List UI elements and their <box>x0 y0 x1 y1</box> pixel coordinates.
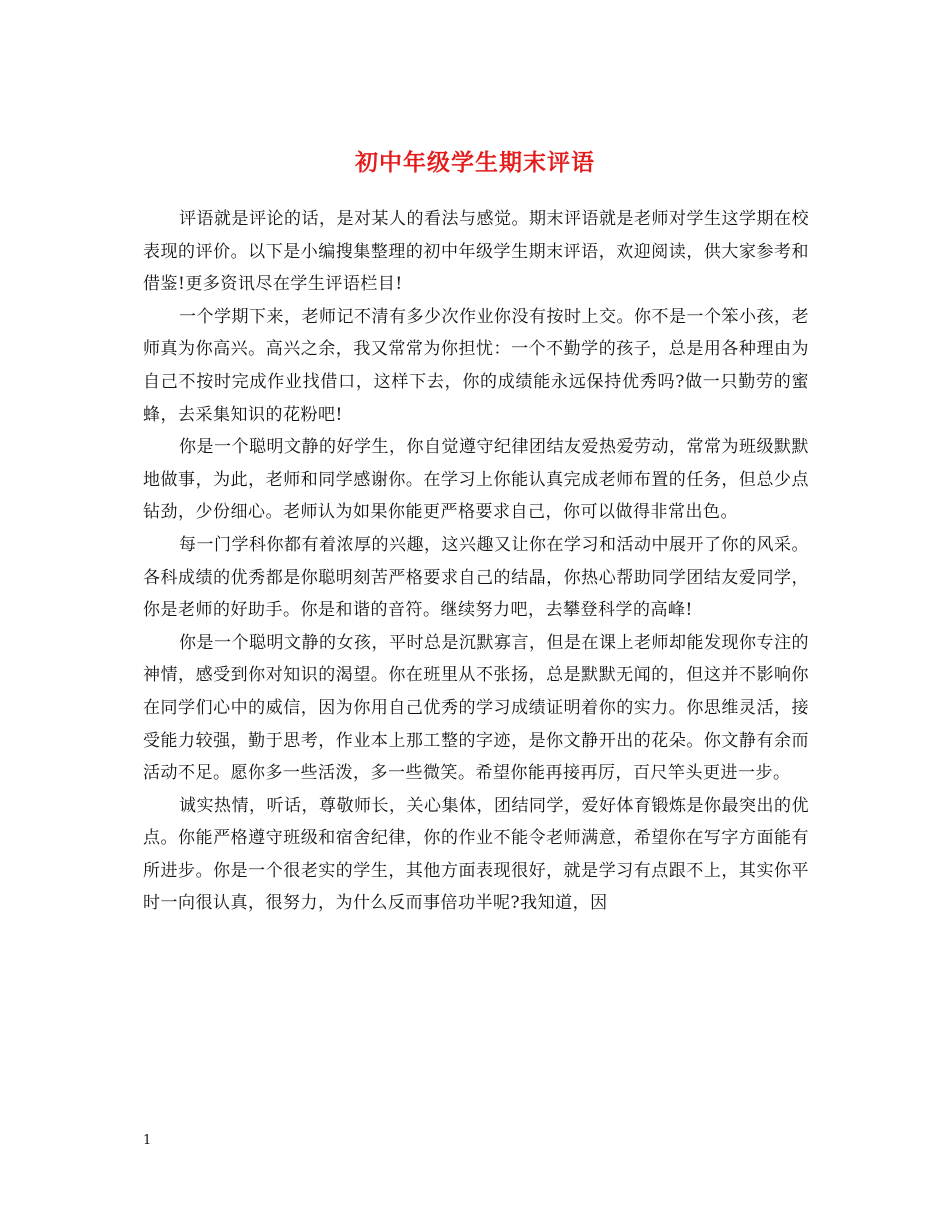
paragraph-comment-5: 诚实热情，听话，尊敬师长，关心集体，团结同学，爱好体育锻炼是你最突出的优点。你能严格遵守班级和宿舍纪律，你的作业不能令老师满意，希望你在写字方面能有所进步。你是一个很老实的学生，其他方面表现很好，就是学习有点跟不上，其实你平时一向很认真，很努力，为什么反而事倍功半呢?我知道，因 <box>143 795 809 914</box>
paragraph-comment-2: 你是一个聪明文静的好学生，你自觉遵守纪律团结友爱热爱劳动，常常为班级默默地做事，为此，老师和同学感谢你。在学习上你能认真完成老师布置的任务，但总少点钻劲，少份细心。老师认为如果你能更严格要求自己，你可以做得非常出色。 <box>143 437 809 523</box>
page-number: 1 <box>143 1133 152 1148</box>
paragraph-comment-3: 每一门学科你都有着浓厚的兴趣，这兴趣又让你在学习和活动中展开了你的风采。各科成绩的优秀都是你聪明刻苦严格要求自己的结晶，你热心帮助同学团结友爱同学，你是老师的好助手。你是和谐的音符。继续努力吧，去攀登科学的高峰! <box>143 534 809 621</box>
document-title: 初中年级学生期末评语 <box>355 149 595 177</box>
paragraph-comment-4: 你是一个聪明文静的女孩，平时总是沉默寡言，但是在课上老师却能发现你专注的神情，感受到你对知识的渴望。你在班里从不张扬，总是默默无闻的，但这并不影响你在同学们心中的威信，因为你用自己优秀的学习成绩证明着你的实力。你思维灵活，接受能力较强，勤于思考，作业本上那工整的字迹，是你文静开出的花朵。你文静有余而活动不足。愿你多一些活泼，多一些微笑。希望你能再接再厉，百尺竿头更进一步。 <box>143 632 809 784</box>
document-body <box>143 203 809 920</box>
paragraph-comment-1: 一个学期下来，老师记不清有多少次作业你没有按时上交。你不是一个笨小孩，老师真为你高兴。高兴之余，我又常常为你担忧：一个不勤学的孩子，总是用各种理由为自己不按时完成作业找借口，这样下去，你的成绩能永远保持优秀吗?做一只勤劳的蜜蜂，去采集知识的花粉吧! <box>143 306 809 425</box>
paragraph-intro: 评语就是评论的话，是对某人的看法与感觉。期末评语就是老师对学生这学期在校表现的评价。以下是小编搜集整理的初中年级学生期末评语，欢迎阅读，供大家参考和借鉴!更多资讯尽在学生评语栏目! <box>143 209 809 295</box>
